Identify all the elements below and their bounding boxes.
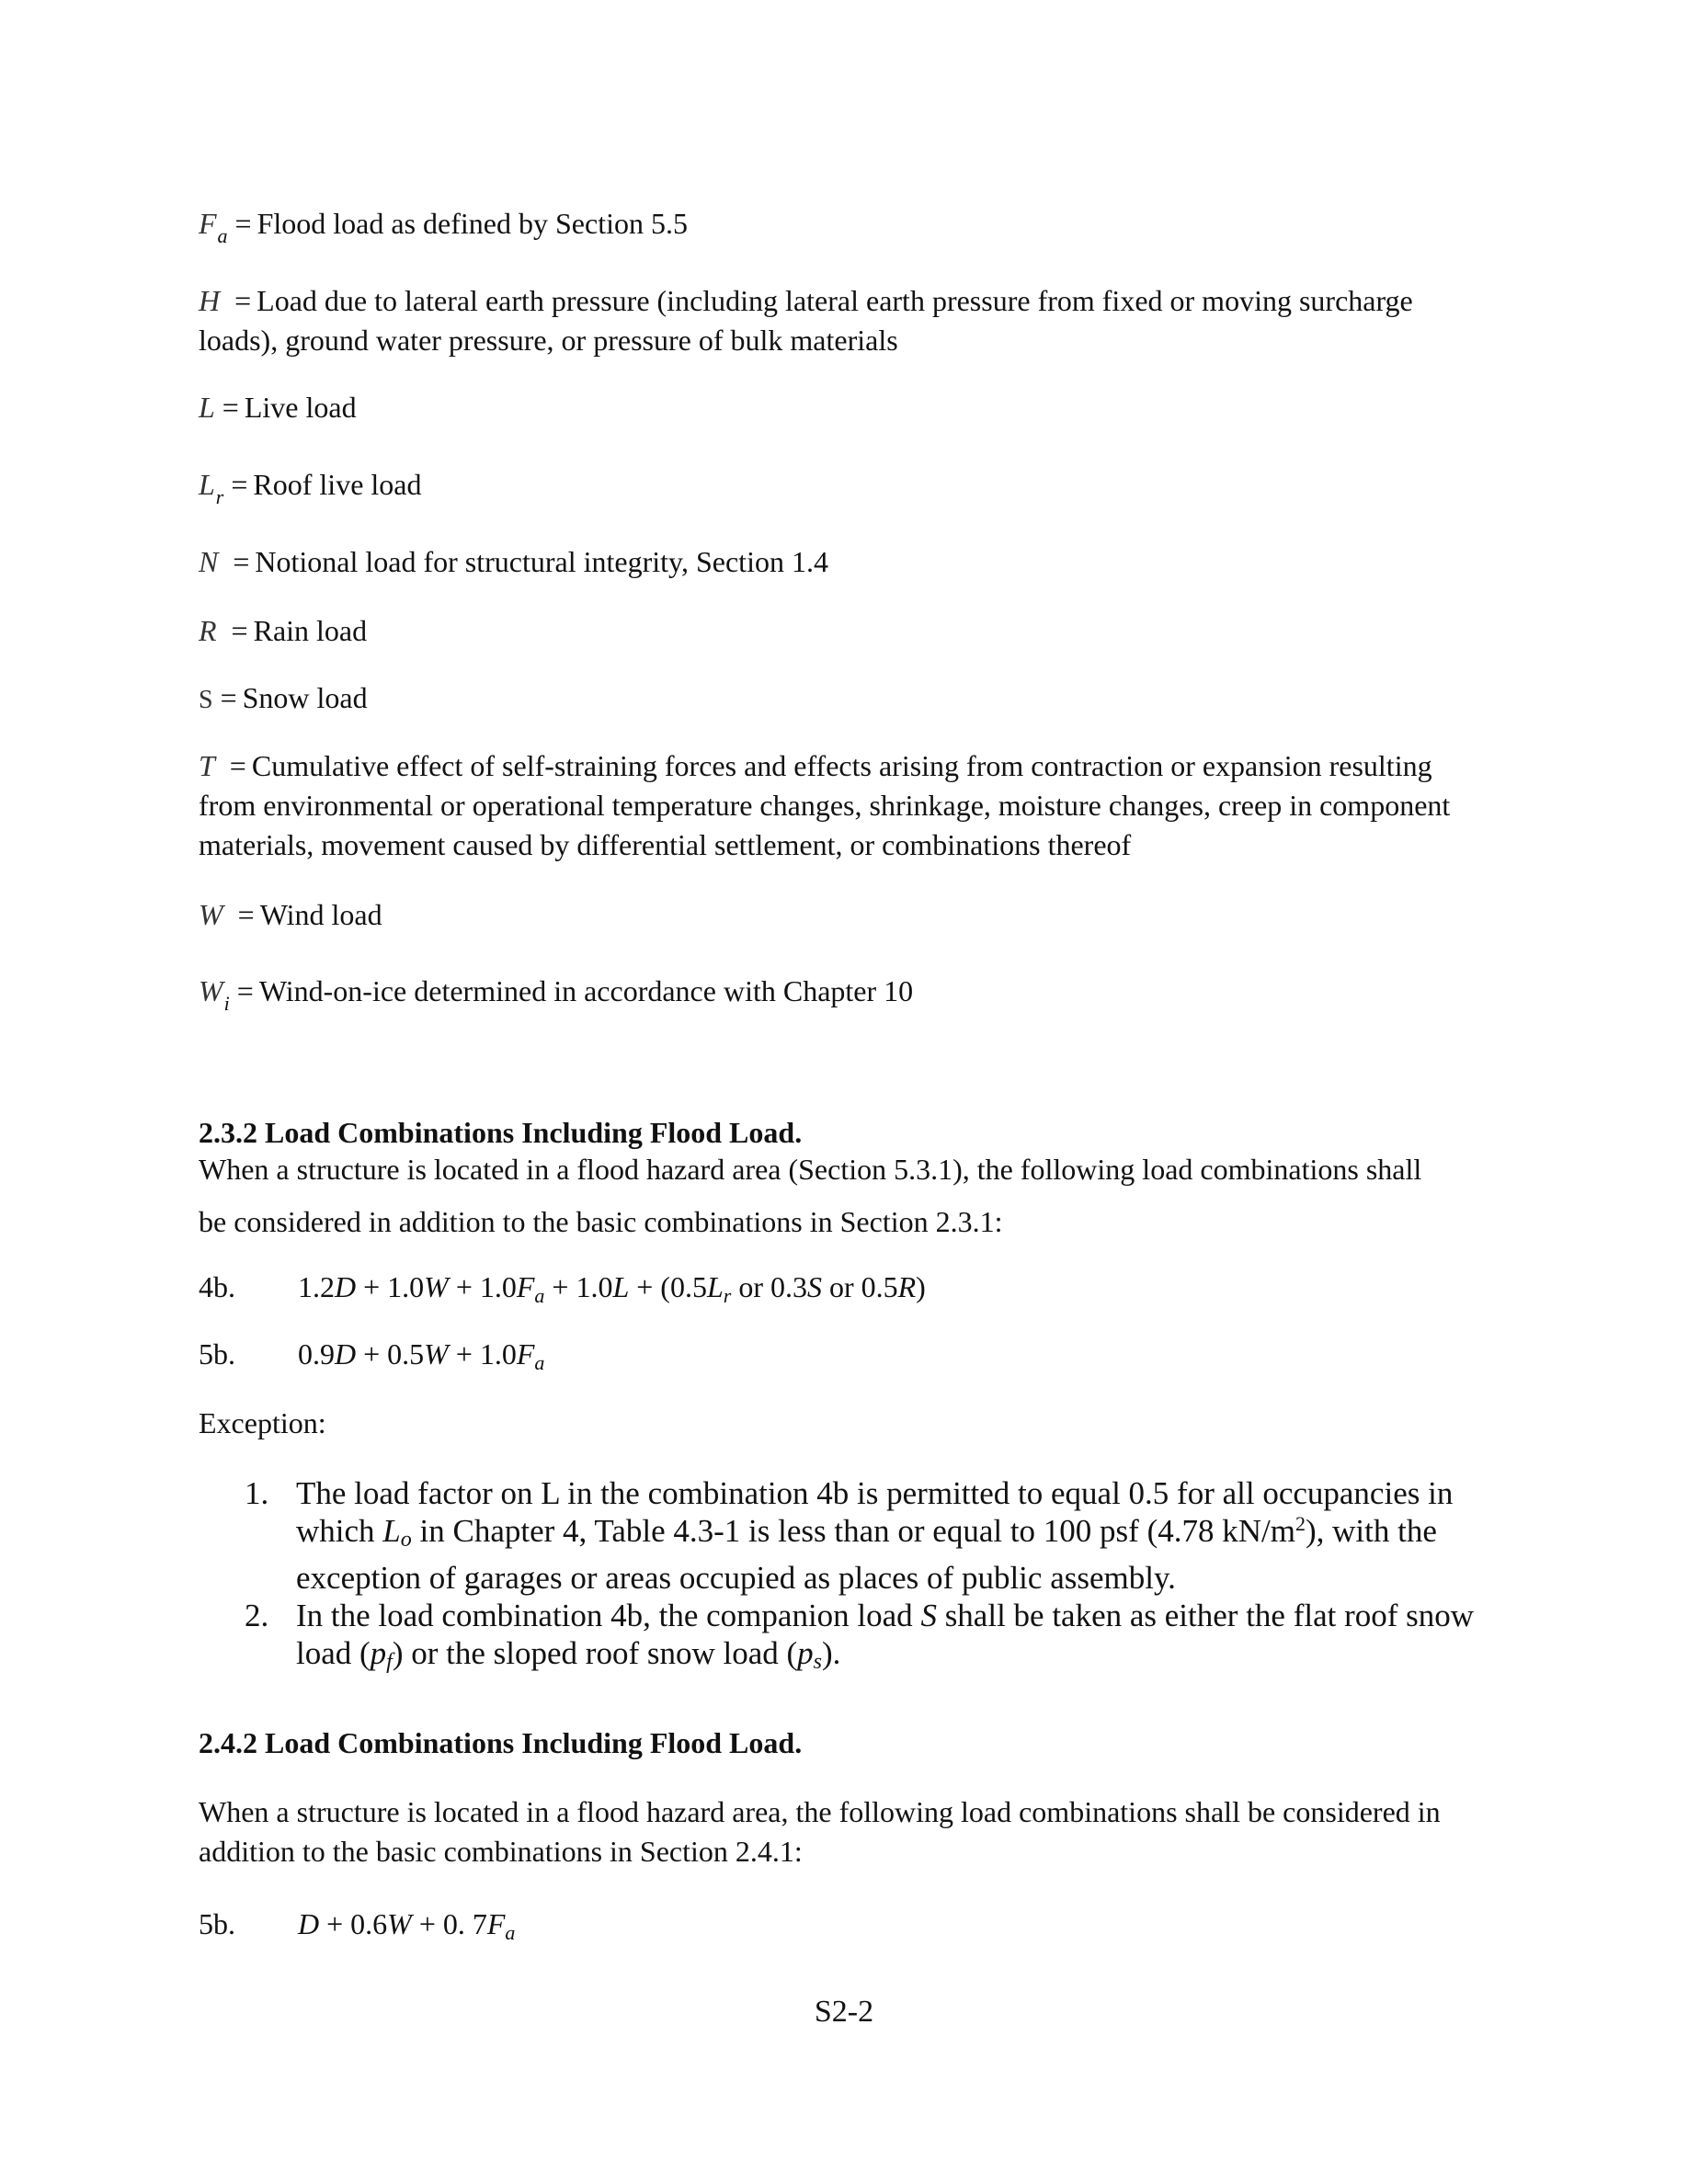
combination-5b (199, 1337, 544, 1375)
page-number: S2-2 (814, 1995, 874, 2029)
definition-lr: $L_r$ = Roof live load (199, 468, 422, 508)
definition-text: Live load (244, 391, 357, 424)
definition-text: Notional load for structural integrity, Section 1.4 (255, 545, 828, 578)
definition-wi: $W_i$ = Wind-on-ice determined in accordance with Chapter 10 (199, 974, 914, 1015)
definition-s: S = Snow load (199, 681, 368, 714)
combination-number: 5b. (199, 1907, 235, 1940)
definition-r: R = Rain load (199, 614, 368, 647)
definition-l: L = Live load (199, 391, 357, 424)
exception-text: The load factor on L in the combination 4b is permitted to equal 0.5 for all occupancies in which $L_o$ in Chapter 4, Table 4.3-1 is less than or equal to 100 psf (4.78 $kN/m^2$), with the exception of garages or areas occupied as places of public assembly. (296, 1475, 1454, 1596)
combination-number: 5b. (199, 1337, 235, 1371)
definition-t: T = Cumulative effect of self-straining forces and effects arising from contraction or expansion resulting from environmental or operational temperature changes, shrinkage, moisture changes, creep in component materials, movement caused by differential settlement, or combinations thereof (199, 749, 1451, 861)
symbol: W (199, 974, 223, 1007)
section-2-4-2-intro: When a structure is located in a flood hazard area, the following load combinations shall be considered in addition to the basic combinations in Section 2.4.1: (199, 1795, 1441, 1868)
symbol: F (199, 207, 217, 240)
exception-title: Exception: (199, 1406, 326, 1439)
definition-w: W = Wind load (199, 898, 382, 931)
definition-n: N = Notional load for structural integrity, Section 1.4 (199, 545, 828, 578)
exception-item-2 (245, 1597, 1495, 1681)
definition-text: Flood load as defined by Section 5.5 (257, 207, 688, 240)
symbol: T (199, 749, 215, 782)
symbol-subscript: r (215, 485, 224, 508)
combination-expression: $1.2D + 1.0W + 1.0F_a + 1.0L + (0.5L_r$ or 0.3S or 0.5R) (298, 1270, 926, 1307)
definition-text: Snow load (242, 681, 368, 714)
definition-fa: $F_a$ = Flood load as defined by Section 5.5 (199, 207, 688, 247)
symbol: L (199, 391, 215, 424)
definition-h: H = Load due to lateral earth pressure (including lateral earth pressure from fixed or moving surcharge loads), ground water pressure, or pressure of bulk materials (199, 284, 1413, 357)
definition-text: Wind load (259, 898, 382, 931)
symbol: R (199, 614, 217, 647)
combination-expression: $0.9D + 0.5W + 1.0F_a$ (298, 1337, 545, 1374)
definition-text: Cumulative effect of self-straining forces and effects arising from contraction or expansion resulting from environmental or operational temperature changes, shrinkage, moisture changes, creep in component materials, movement caused by differential settlement, or combinations thereof (199, 749, 1451, 861)
symbol: N (199, 545, 219, 578)
symbol: L (199, 468, 215, 501)
section-heading-2-4-2: 2.4.2 Load Combinations Including Flood Load. (199, 1726, 803, 1759)
section-heading-2-3-2: 2.3.2 Load Combinations Including Flood Load. (199, 1116, 803, 1149)
definition-text: Roof live load (253, 468, 422, 501)
exception-number: 1. (245, 1475, 269, 1511)
section-2-3-2-intro-line1: When a structure is located in a flood hazard area (Section 5.3.1), the following load combinations shall (199, 1153, 1422, 1186)
symbol: S (199, 686, 213, 714)
symbol: W (199, 898, 223, 931)
combination-4b (199, 1270, 926, 1308)
symbol-subscript: i (223, 992, 230, 1015)
definition-text: Wind-on-ice determined in accordance with Chapter 10 (258, 974, 914, 1007)
section-2-3-2-intro-line2: be considered in addition to the basic combinations in Section 2.3.1: (199, 1205, 1003, 1238)
exception-text: In the load combination 4b, the companion load S shall be taken as either the flat roof snow load $(p_f)$ or the sloped roof snow load $(p_s)$. (296, 1598, 1475, 1674)
exception-item-1 (245, 1474, 1495, 1597)
combination-5b-asd (199, 1907, 515, 1945)
combination-expression: D + 0.6W + 0. $7F_a$ (298, 1907, 516, 1944)
exception-list (245, 1474, 1495, 1681)
definition-text: Load due to lateral earth pressure (including lateral earth pressure from fixed or moving surcharge loads), ground water pressure, or pressure of bulk materials (199, 284, 1413, 357)
definition-text: Rain load (253, 614, 368, 647)
symbol-subscript: a (217, 224, 228, 247)
exception-number: 2. (245, 1598, 269, 1633)
combination-number: 4b. (199, 1270, 235, 1303)
symbol: H (199, 284, 221, 317)
